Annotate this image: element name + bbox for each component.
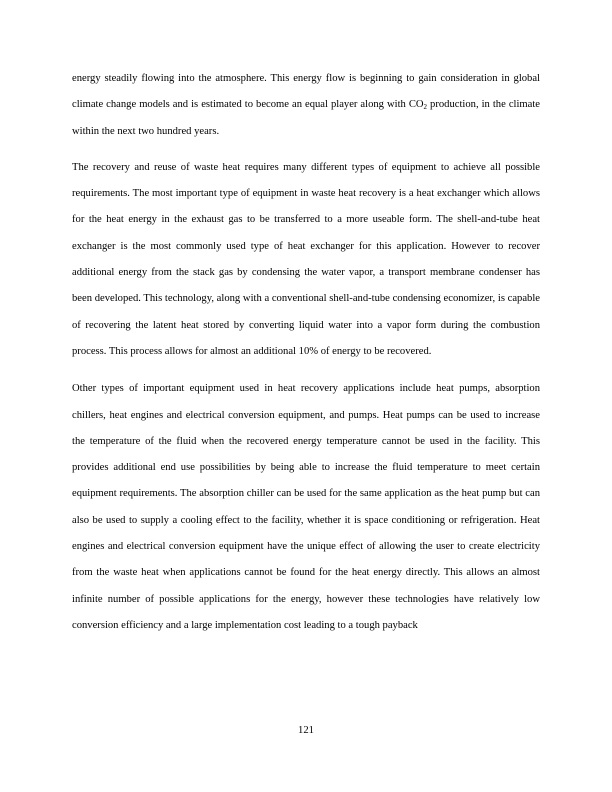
paragraph-1-text-end: production, in the climate within the next two hundred years. [72,99,540,137]
document-body [72,66,540,650]
page-number: 121 [298,725,314,736]
co2-subscript: 2 [423,103,428,112]
paragraph-2: The recovery and reuse of waste heat requires many different types of equipment to achieve all possible requirements. The most important type of equipment in waste heat recovery is a heat exchanger which allows for the heat energy in the exhaust gas to be transferred to a more useable form. The shell-and-tube heat exchanger is the most commonly used type of heat exchanger for this application. However to recover additional energy from the stack gas by condensing the water vapor, a transport membrane condenser has been developed. This technology, along with a conventional shell-and-tube condensing economizer, is capable of recovering the latent heat stored by converting liquid water into a vapor form during the combustion process. This process allows for almost an additional 10% of energy to be recovered. [72,161,540,357]
paragraph-3: Other types of important equipment used in heat recovery applications include heat pumps, absorption chillers, heat engines and electrical conversion equipment, and pumps. Heat pumps can be used to increase the temperature of the fluid when the recovered energy temperature cannot be used in the facility. This provides additional end use possibilities by being able to increase the fluid temperature to meet certain equipment requirements. The absorption chiller can be used for the same application as the heat pump but can also be used to supply a cooling effect to the facility, whether it is space conditioning or refrigeration. Heat engines and electrical conversion equipment have the unique effect of allowing the user to create electricity from the waste heat when applications cannot be found for the heat energy directly. This allows an almost infinite number of possible applications for the energy, however these technologies have relatively low conversion efficiency and a large implementation cost leading to a tough payback [72,383,540,631]
paragraph-1-text: energy steadily flowing into the atmosphere. This energy flow is beginning to gain consideration in global climate change models and is estimated to become an equal player along with CO [72,73,540,111]
paragraph-1 [72,66,540,145]
